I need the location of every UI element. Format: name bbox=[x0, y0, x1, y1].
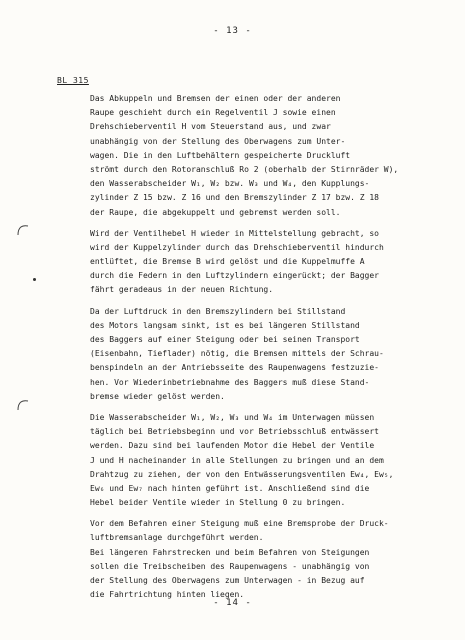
binder-hole-mark-lower bbox=[16, 398, 30, 412]
text-line: Da der Luftdruck in den Bremszylindern bei Stillstand bbox=[90, 306, 346, 316]
document-reference: BL 315 bbox=[57, 76, 89, 85]
text-line: wagen. Die in den Luftbehältern gespeicherte Druckluft bbox=[90, 150, 351, 160]
text-line: J und H nacheinander in alle Stellungen zu bringen und an dem bbox=[90, 455, 384, 465]
text-line: sollen die Treibscheiben des Raupenwagens - unabhängig von bbox=[90, 561, 370, 571]
text-line: Drehschieberventil H vom Steuerstand aus, und zwar bbox=[90, 122, 331, 132]
page-number-bottom: - 14 - bbox=[213, 598, 252, 608]
text-line: den Wasserabscheider W₁, W₂ bzw. W₃ und W₄, den Kupplungs- bbox=[90, 179, 370, 189]
text-line: Bei längeren Fahrstrecken und beim Befahren von Steigungen bbox=[90, 547, 370, 557]
paragraph bbox=[90, 411, 450, 510]
text-line: bremse wieder gelöst werden. bbox=[90, 391, 225, 401]
text-line: strömt durch den Rotoranschluß Ro 2 (oberhalb der Stirnräder W), bbox=[90, 164, 399, 174]
binder-hole-mark-upper bbox=[16, 223, 30, 237]
text-line: benspindeln an der Antriebsseite des Raupenwagens festzuzie- bbox=[90, 363, 379, 373]
page-number-top: - 13 - bbox=[213, 26, 252, 36]
text-line: unabhängig von der Stellung des Oberwagens zum Unter- bbox=[90, 136, 346, 146]
text-line: luftbremsanlage durchgeführt werden. bbox=[90, 533, 264, 543]
text-line: fährt geradeaus in der neuen Richtung. bbox=[90, 285, 274, 295]
text-line: (Eisenbahn, Tieflader) nötig, die Bremsen mittels der Schrau- bbox=[90, 349, 384, 359]
paragraph bbox=[90, 227, 450, 298]
text-line: zylinder Z 15 bzw. Z 16 und den Bremszylinder Z 17 bzw. Z 18 bbox=[90, 193, 379, 203]
text-line: Die Wasserabscheider W₁, W₂, W₃ und W₄ im Unterwagen müssen bbox=[90, 412, 375, 422]
text-line: der Stellung des Oberwagens zum Unterwagen - in Bezug auf bbox=[90, 576, 365, 585]
margin-dot bbox=[33, 278, 36, 281]
text-line: Hebel beider Ventile wieder in Stellung 0 zu bringen. bbox=[90, 498, 346, 508]
text-line: hen. Vor Wiederinbetriebnahme des Baggers muß diese Stand- bbox=[90, 377, 370, 387]
text-line: des Motors langsam sinkt, ist es bei längeren Stillstand bbox=[90, 320, 360, 330]
text-line: Drahtzug zu ziehen, der von den Entwässerungsventilen Ew₄, Ew₅, bbox=[90, 469, 394, 479]
text-line: des Baggers auf einer Steigung oder bei seinen Transport bbox=[90, 335, 360, 344]
text-line: der Raupe, die abgekuppelt und gebremst werden soll. bbox=[90, 207, 341, 217]
body-text bbox=[90, 92, 450, 609]
text-line: täglich bei Betriebsbeginn und vor Betriebsschluß entwässert bbox=[90, 427, 379, 437]
text-line: wird der Kuppelzylinder durch das Drehschieberventil hindurch bbox=[90, 242, 384, 252]
paragraph bbox=[90, 517, 450, 602]
text-line: Raupe geschieht durch ein Regelventil J sowie einen bbox=[90, 108, 336, 118]
paragraph bbox=[90, 305, 450, 404]
text-line: werden. Dazu sind bei laufenden Motor die Hebel der Ventile bbox=[90, 441, 375, 451]
text-line: durch die Federn in den Luftzylindern eingerückt; der Bagger bbox=[90, 271, 379, 281]
text-line: Vor dem Befahren einer Steigung muß eine Bremsprobe der Druck- bbox=[90, 519, 389, 529]
text-line: Ew₆ und Ew₇ nach hinten geführt ist. Anschließend sind die bbox=[90, 483, 370, 493]
text-line: die Fahrtrichtung hinten liegen. bbox=[90, 590, 245, 600]
paragraph bbox=[90, 92, 450, 220]
text-line: entlüftet, die Bremse B wird gelöst und die Kuppelmuffe A bbox=[90, 257, 365, 267]
text-line: Das Abkuppeln und Bremsen der einen oder der anderen bbox=[90, 94, 341, 103]
text-line: Wird der Ventilhebel H wieder in Mittelstellung gebracht, so bbox=[90, 228, 379, 238]
